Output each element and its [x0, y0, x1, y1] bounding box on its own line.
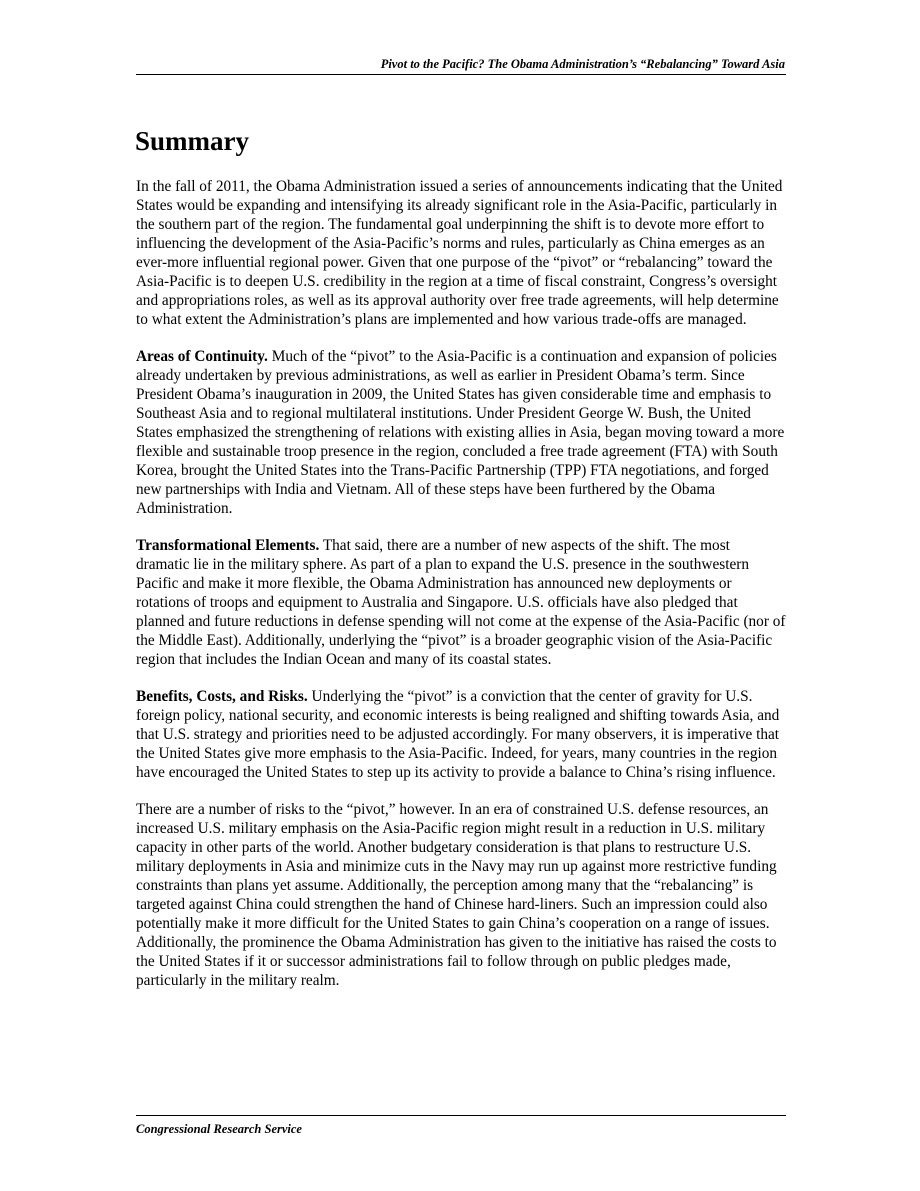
paragraph-text: In the fall of 2011, the Obama Administration issued a series of announcements indicating that the United States would be expanding and intensifying its already significant role in the Asia-Pacific, particularly in the southern part of the region. The fundamental goal underpinning the shift is to devote more effort to influencing the development of the Asia-Pacific’s norms and rules, particularly as China emerges as an ever-more influential regional power. Given that one purpose of the “pivot” or “rebalancing” toward the Asia-Pacific is to deepen U.S. credibility in the region at a time of fiscal constraint, Congress’s oversight and appropriations roles, as well as its approval authority over free trade agreements, will help determine to what extent the Administration’s plans are implemented and how various trade-offs are managed. — [136, 178, 783, 328]
paragraph-text: There are a number of risks to the “pivot,” however. In an era of constrained U.S. defense resources, an increased U.S. military emphasis on the Asia-Pacific region might result in a reduction in U.S. military capacity in other parts of the world. Another budgetary consideration is that plans to restructure U.S. military deployments in Asia and minimize cuts in the Navy may run up against more restrictive funding constraints than plans yet assume. Additionally, the perception among many that the “rebalancing” is targeted against China could strengthen the hand of Chinese hard-liners. Such an impression could also potentially make it more difficult for the United States to gain China’s cooperation on a range of issues. Additionally, the prominence the Obama Administration has given to the initiative has raised the costs to the United States if it or successor administrations fail to follow through on public pledges made, particularly in the military realm. — [136, 801, 777, 989]
footer-divider — [136, 1115, 786, 1116]
paragraph-text: Underlying the “pivot” is a conviction that the center of gravity for U.S. foreign policy, national security, and economic interests is being realigned and shifting towards Asia, and that U.S. strategy and priorities need to be adjusted accordingly. For many observers, it is imperative that the United States give more emphasis to the Asia-Pacific. Indeed, for years, many countries in the region have encouraged the United States to step up its activity to provide a balance to China’s rising influence. — [136, 688, 780, 781]
paragraph-areas-of-continuity — [136, 347, 786, 518]
paragraph-benefits-costs-risks — [136, 687, 786, 782]
page-title: Summary — [135, 126, 249, 156]
paragraph-transformational-elements — [136, 536, 786, 669]
paragraph-lead: Benefits, Costs, and Risks. — [136, 688, 308, 705]
paragraph-lead: Areas of Continuity. — [136, 348, 268, 365]
paragraph-text: Much of the “pivot” to the Asia-Pacific is a continuation and expansion of policies already undertaken by previous administrations, as well as earlier in President Obama’s term. Since President Obama’s inauguration in 2009, the United States has given considerable time and emphasis to Southeast Asia and to regional multilateral institutions. Under President George W. Bush, the United States emphasized the strengthening of relations with existing allies in Asia, began moving toward a more flexible and sustainable troop presence in the region, concluded a free trade agreement (FTA) with South Korea, brought the United States into the Trans-Pacific Partnership (TPP) FTA negotiations, and forged new partnerships with India and Vietnam. All of these steps have been furthered by the Obama Administration. — [136, 348, 785, 517]
header-divider — [136, 74, 786, 75]
paragraph-lead: Transformational Elements. — [136, 537, 320, 554]
paragraph-text: That said, there are a number of new aspects of the shift. The most dramatic lie in the military sphere. As part of a plan to expand the U.S. presence in the southwestern Pacific and make it more flexible, the Obama Administration has announced new deployments or rotations of troops and equipment to Australia and Singapore. U.S. officials have also pledged that planned and future reductions in defense spending will not come at the expense of the Asia-Pacific (nor of the Middle East). Additionally, underlying the “pivot” is a broader geographic vision of the Asia-Pacific region that includes the Indian Ocean and many of its coastal states. — [136, 537, 786, 668]
summary-body — [136, 177, 786, 1008]
paragraph-intro — [136, 177, 786, 329]
running-header: Pivot to the Pacific? The Obama Administration’s “Rebalancing” Toward Asia — [380, 57, 785, 71]
paragraph-risks — [136, 800, 786, 990]
footer-organization: Congressional Research Service — [136, 1122, 302, 1136]
